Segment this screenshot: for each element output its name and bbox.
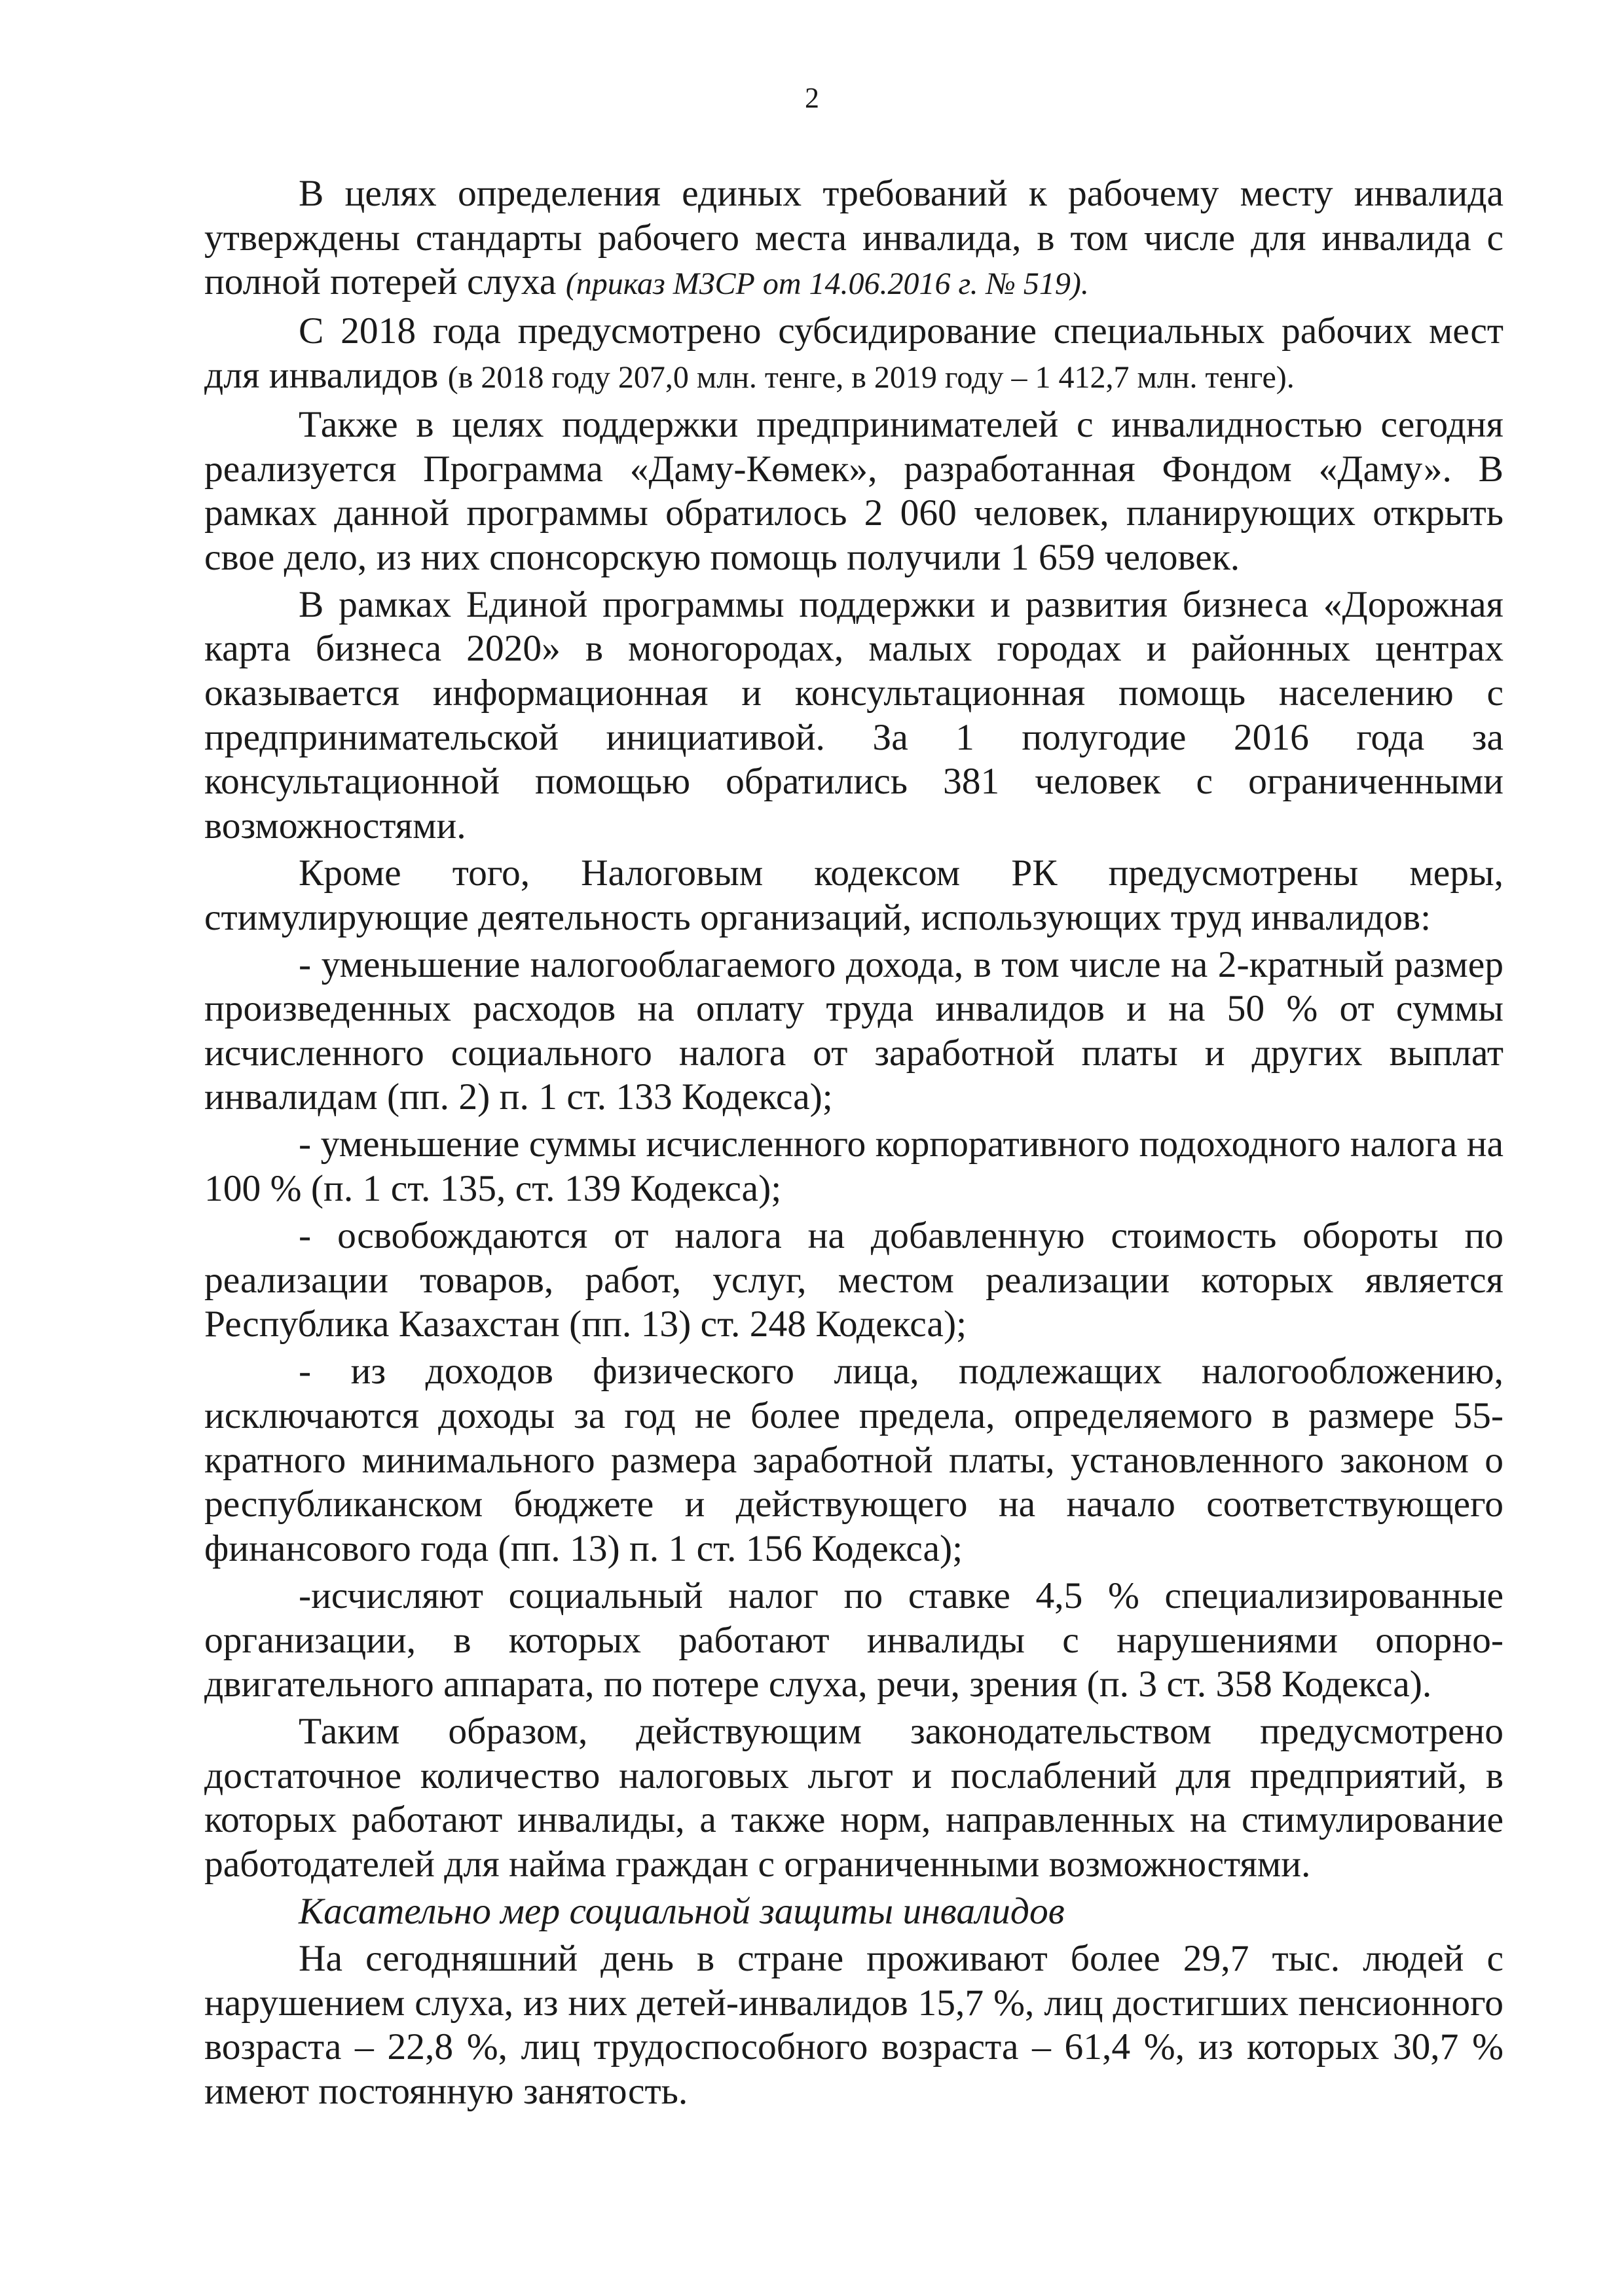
list-item-personal-income: - из доходов физического лица, подлежащих налогообложению, исключаются доходы за год не более предела, определяемого в размере 55-кратного минимального размера заработной платы, установленного законом о республиканском бюджете и действующего на начало соответствующего финансового года (пп. 13) п. 1 ст. 156 Кодекса); <box>204 1351 1504 1569</box>
order-reference: (приказ МЗСР от 14.06.2016 г. № 519). <box>565 266 1089 302</box>
list-item-social-tax: -исчисляют социальный налог по ставке 4,5 % специализированные организации, в которых работают инвалиды с нарушениями опорно-двигательного аппарата, по потере слуха, речи, зрения (п. 3 ст. 358 Кодекса). <box>204 1575 1504 1705</box>
paragraph-conclusion: Таким образом, действующим законодательством предусмотрено достаточное количество налоговых льгот и послаблений для предприятий, в которых работают инвалиды, а также норм, направленных на стимулирование работодателей для найма граждан с ограниченными возможностями. <box>204 1711 1504 1885</box>
page-number: 2 <box>805 82 819 114</box>
paragraph-tax-code: Кроме того, Налоговым кодексом РК предусмотрены меры, стимулирующие деятельность организаций, использующих труд инвалидов: <box>204 852 1504 938</box>
list-item-taxable-income: - уменьшение налогооблагаемого дохода, в том числе на 2-кратный размер произведенных расходов на оплату труда инвалидов и на 50 % от суммы исчисленного социального налога от заработной платы и других выплат инвалидам (пп. 2) п. 1 ст. 133 Кодекса); <box>204 943 1504 1118</box>
paragraph-subsidies <box>204 309 1504 399</box>
paragraph-damu-program: Также в целях поддержки предпринимателей с инвалидностью сегодня реализуется Программа «Даму-Көмек», разработанная Фондом «Даму». В рамках данной программы обратилось 2 060 человек, планирующих открыть свое дело, из них спонсорскую помощь получили 1 659 человек. <box>204 403 1504 578</box>
subsidy-amounts: (в 2018 году 207,0 млн. тенге, в 2019 году – 1 412,7 млн. тенге). <box>447 359 1295 395</box>
list-item-vat-exemption: - освобождаются от налога на добавленную стоимость обороты по реализации товаров, работ, услуг, местом реализации которых является Республика Казахстан (пп. 13) ст. 248 Кодекса); <box>204 1215 1504 1345</box>
paragraph-text: С 2018 года предусмотрено субсидирование специальных рабочих мест для инвалидов <box>204 310 1504 396</box>
paragraph-workplace-standards <box>204 172 1504 306</box>
section-heading: Касательно мер социальной защиты инвалидов <box>299 1891 1065 1933</box>
paragraph-hearing-statistics: На сегодняшний день в стране проживают более 29,7 тыс. людей с нарушением слуха, из них детей-инвалидов 15,7 %, лиц достигших пенсионного возраста – 22,8 %, лиц трудоспособного возраста – 61,4 %, из которых 30,7 % имеют постоянную занятость. <box>204 1938 1504 2112</box>
paragraph-text: В целях определения единых требований к рабочему месту инвалида утверждены стандарты рабочего места инвалида, в том числе для инвалида с полной потерей слуха <box>204 173 1504 303</box>
document-body <box>204 172 1504 2117</box>
list-item-corporate-tax: - уменьшение суммы исчисленного корпоративного подоходного налога на 100 % (п. 1 ст. 135, ст. 139 Кодекса); <box>204 1123 1504 1210</box>
paragraph-business-roadmap: В рамках Единой программы поддержки и развития бизнеса «Дорожная карта бизнеса 2020» в моногородах, малых городах и районных центрах оказывается информационная и консультационная помощь населению с предпринимательской инициативой. За 1 полугодие 2016 года за консультационной помощью обратились 381 человек с ограниченными возможностями. <box>204 583 1504 847</box>
